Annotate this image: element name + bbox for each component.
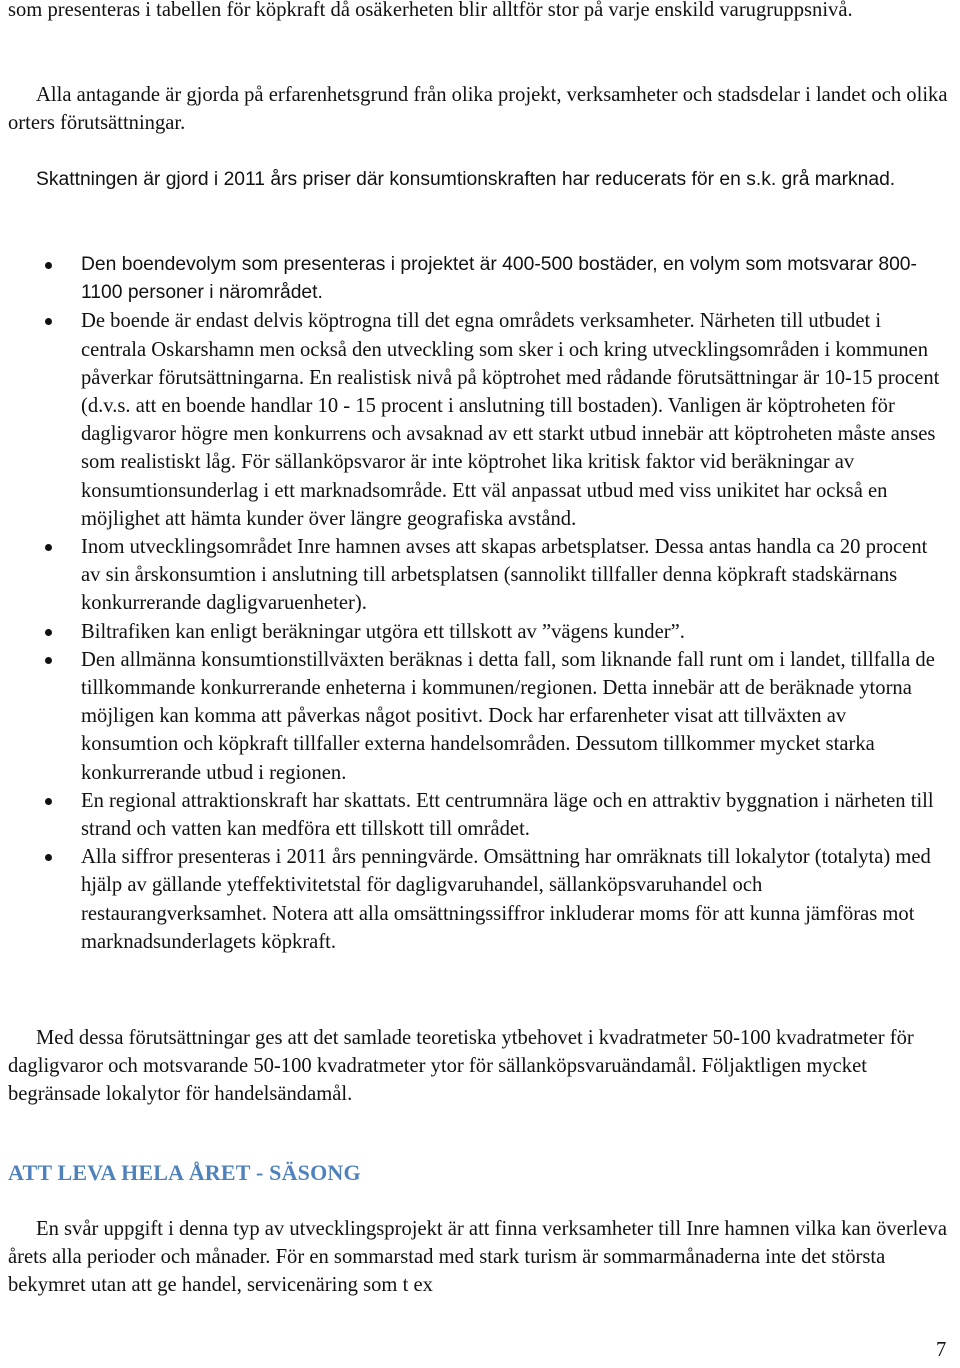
bullet-text: Biltrafiken kan enligt beräkningar utgöra ett tillskott av ”vägens kunder”. [81, 620, 685, 643]
paragraph-conclusion: Med dessa förutsättningar ges att det samlade teoretiska ytbehovet i kvadratmeter 50-100 kvadratmeter för dagligvaror och motsvarande 50-100 kvadratmeter ytor för sällanköpsvaruändamål. Följaktligen mycket begränsade lokalytor för handelsändamål. [8, 1027, 914, 1106]
bullet-icon [45, 854, 52, 861]
bullet-item-workplaces [0, 533, 960, 618]
paragraph-continuation: som presenteras i tabellen för köpkraft då osäkerheten blir alltför stor på varje enskild varugruppsnivå. [8, 0, 853, 21]
paragraph-season: En svår uppgift i denna typ av utvecklingsprojekt är att finna verksamheter till Inre hamnen vilka kan överleva årets alla perioder och månader. För en sommarstad med stark turism är sommarmånaderna inte det största bekymret utan att ge handel, servicenäring som t ex [8, 1218, 947, 1297]
page-number: 7 [936, 1339, 947, 1361]
bullet-text: Den allmänna konsumtionstillväxten beräknas i detta fall, som liknande fall runt om i landet, tillfalla de tillkommande konkurrerande enheterna i kommunen/regionen. Detta innebär att de beräknade ytorna möjligen kan komma att påverkas något positivt. Dock har erfarenheter visat att tillväxten av konsumtion och köpkraft tillfaller externa handelsområden. Dessutom tillkommer mycket starka konkurrerande utbud i regionen. [81, 648, 935, 784]
assumption-bullet-list [0, 251, 960, 956]
bullet-icon [45, 544, 52, 551]
paragraph-estimate: Skattningen är gjord i 2011 års priser där konsumtionskraften har reducerats för en s.k. grå marknad. [36, 169, 896, 190]
bullet-icon [45, 798, 52, 805]
bullet-item-monetary-value [0, 843, 960, 956]
bullet-icon [45, 262, 52, 269]
bullet-item-regional-attraction [0, 787, 960, 843]
bullet-item-consumption-growth [0, 646, 960, 787]
section-heading: ATT LEVA HELA ÅRET - SÄSONG [8, 1160, 361, 1185]
bullet-icon [45, 657, 52, 664]
bullet-icon [45, 318, 52, 325]
bullet-text: De boende är endast delvis köptrogna till det egna områdets verksamheter. Närheten till utbudet i centrala Oskarshamn men också den utveckling som sker i och kring utvecklingsområden i kommunen påverkar förutsättningarna. En realistisk nivå på köptrohet med rådande förutsättningar är 10-15 procent (d.v.s. att en boende handlar 10 - 15 procent i anslutning till bostaden). Vanligen är köptroheten för dagligvaror högre men konkurrens och avsaknad av ett starkt utbud innebär att köptroheten måste anses som realistiskt låg. För sällanköpsvaror är inte köptrohet lika kritisk faktor vid beräkningar av konsumtionsunderlag i ett marknadsområde. Ett väl anpassat utbud med viss unikitet har också en möjlighet att hämta kunder över längre geografiska avstånd. [81, 310, 940, 530]
bullet-item-purchase-loyalty [0, 307, 960, 533]
bullet-icon [45, 629, 52, 636]
bullet-item-car-traffic [0, 618, 960, 646]
bullet-text: Den boendevolym som presenteras i projektet är 400-500 bostäder, en volym som motsvarar 800-1100 personer i närområdet. [81, 254, 917, 304]
bullet-text: En regional attraktionskraft har skattats. Ett centrumnära läge och en attraktiv byggnation i närheten till strand och vatten kan medföra ett tillskott till området. [81, 789, 934, 841]
paragraph-assumptions: Alla antagande är gjorda på erfarenhetsgrund från olika projekt, verksamheter och stadsdelar i landet och olika orters förutsättningar. [8, 84, 948, 135]
bullet-text: Alla siffror presenteras i 2011 års penningvärde. Omsättning har omräknats till lokalytor (totalyta) med hjälp av gällande yteffektivitetstal för dagligvaruhandel, sällanköpsvaruhandel och restaurangverksamhet. Notera att alla omsättningssiffror inkluderar moms för att kunna jämföras mot marknadsunderlagets köpkraft. [81, 846, 931, 953]
bullet-text: Inom utvecklingsområdet Inre hamnen avses att skapas arbetsplatser. Dessa antas handla ca 20 procent av sin årskonsumtion i anslutning till arbetsplatsen (sannolikt tillfaller denna köpkraft stadskärnans konkurrerande dagligvaruenheter). [81, 536, 928, 615]
bullet-item-housing-volume [0, 251, 960, 307]
